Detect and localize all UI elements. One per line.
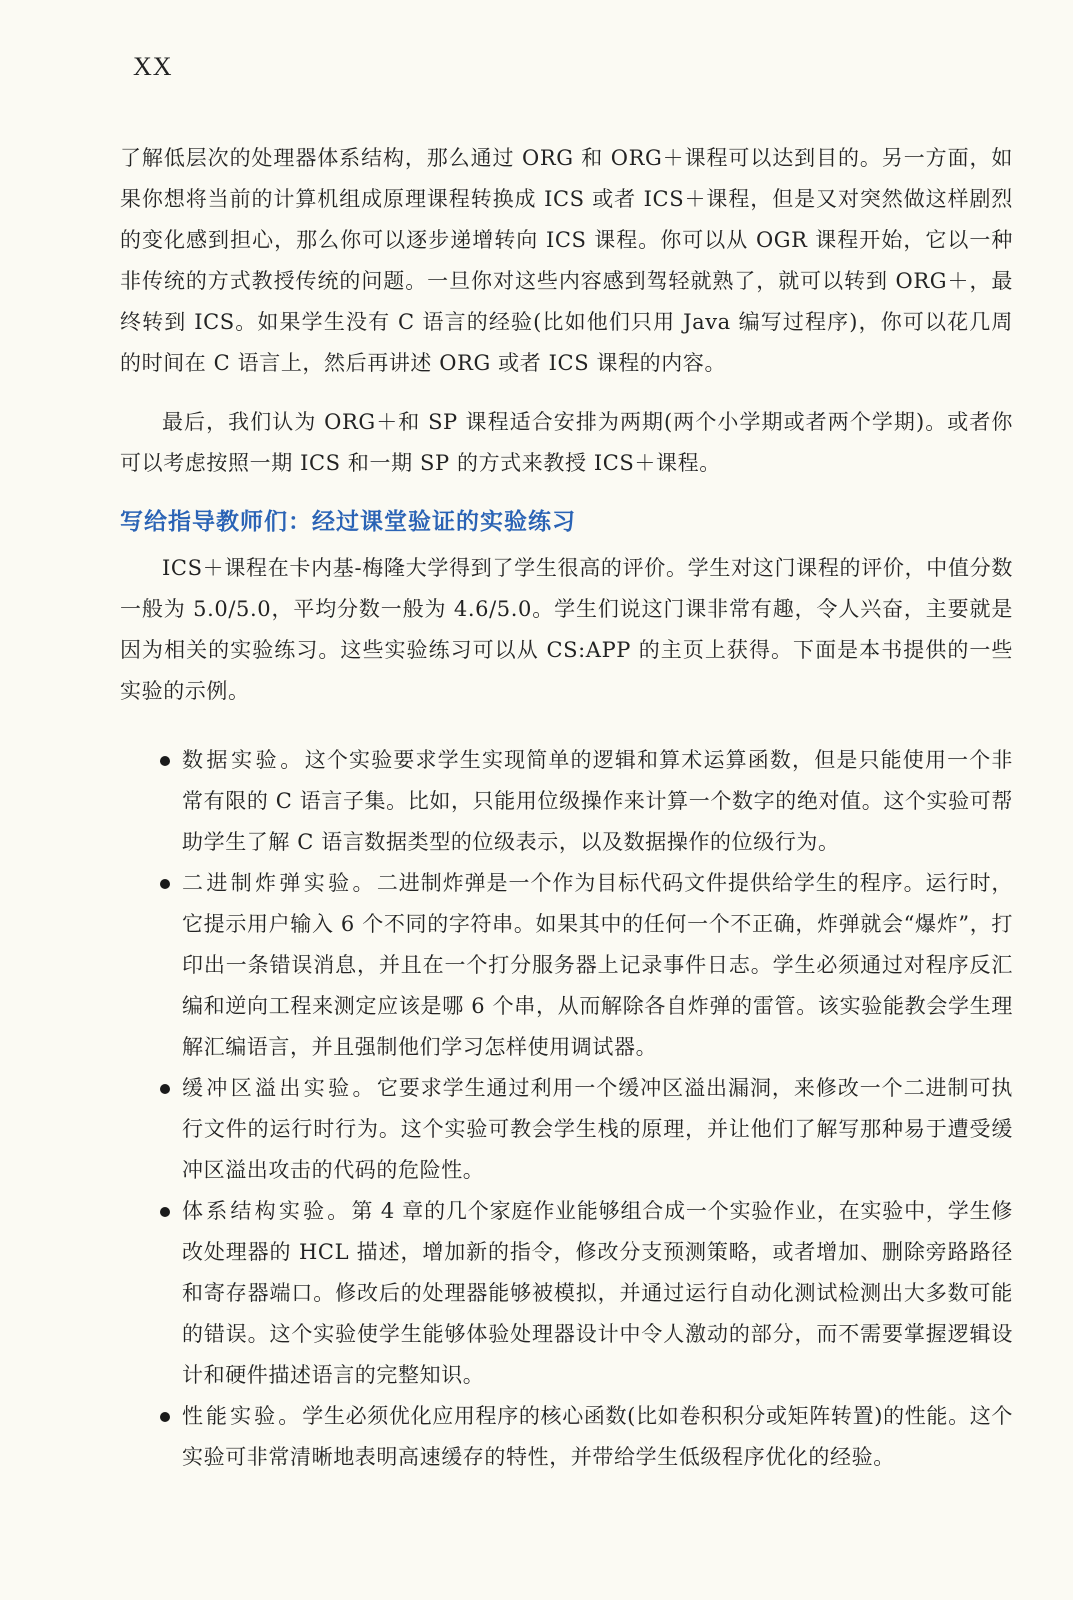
- lab-description: 第 4 章的几个家庭作业能够组合成一个实验作业，在实验中，学生修改处理器的 HCL 描述，增加新的指令，修改分支预测策略，或者增加、删除旁路路径和寄存器端口。修改后的处理器能够被模拟，并通过运行自动化测试检测出大多数可能的错误。这个实验使学生能够体验处理器设计中令人激动的部分，而不需要掌握逻辑设计和硬件描述语言的完整知识。: [182, 1199, 1013, 1387]
- lab-description: 这个实验要求学生实现简单的逻辑和算术运算函数，但是只能使用一个非常有限的 C 语言子集。比如，只能用位级操作来计算一个数字的绝对值。这个实验可帮助学生了解 C 语言数据类型的位级表示，以及数据操作的位级行为。: [182, 748, 1013, 854]
- section-intro: ICS＋课程在卡内基-梅隆大学得到了学生很高的评价。学生对这门课程的评价，中值分数一般为 5.0/5.0，平均分数一般为 4.6/5.0。学生们说这门课非常有趣，令人兴奋，主要就是因为相关的实验练习。这些实验练习可以从 CS:APP 的主页上获得。下面是本书提供的一些实验的示例。: [120, 556, 1013, 703]
- bullet-icon: [160, 756, 170, 766]
- lab-item-architecture: [120, 1191, 1013, 1396]
- lab-name: 二进制炸弹实验。: [182, 871, 377, 895]
- lab-name: 性能实验。: [182, 1404, 303, 1428]
- paragraph-conclusion: 最后，我们认为 ORG＋和 SP 课程适合安排为两期(两个小学期或者两个学期)。或者你可以考虑按照一期 ICS 和一期 SP 的方式来教授 ICS＋课程。: [120, 410, 1013, 475]
- bullet-icon: [160, 1412, 170, 1422]
- lab-description: 它要求学生通过利用一个缓冲区溢出漏洞，来修改一个二进制可执行文件的运行时行为。这个实验可教会学生栈的原理，并让他们了解写那种易于遭受缓冲区溢出攻击的代码的危险性。: [182, 1076, 1014, 1182]
- lab-name: 数据实验。: [182, 748, 305, 772]
- lab-item-buffer: [120, 1068, 1013, 1191]
- lab-item-bomb: [120, 863, 1013, 1068]
- bullet-icon: [160, 1084, 170, 1094]
- lab-item-data: [120, 740, 1013, 863]
- paragraph-continued: 了解低层次的处理器体系结构，那么通过 ORG 和 ORG＋课程可以达到目的。另一方面，如果你想将当前的计算机组成原理课程转换成 ICS 或者 ICS＋课程，但是又对突然做这样剧烈的变化感到担心，那么你可以逐步递增转向 ICS 课程。你可以从 OGR 课程开始，它以一种非传统的方式教授传统的问题。一旦你对这些内容感到驾轻就熟了，就可以转到 ORG＋，最终转到 ICS。如果学生没有 C 语言的经验(比如他们只用 Java 编写过程序)，你可以花几周的时间在 C 语言上，然后再讲述 ORG 或者 ICS 课程的内容。: [120, 146, 1013, 375]
- lab-item-performance: [120, 1396, 1013, 1478]
- section-heading: 写给指导教师们：经过课堂验证的实验练习: [120, 509, 576, 535]
- lab-name: 体系结构实验。: [182, 1199, 352, 1223]
- lab-description: 二进制炸弹是一个作为目标代码文件提供给学生的程序。运行时，它提示用户输入 6 个不同的字符串。如果其中的任何一个不正确，炸弹就会“爆炸”，打印出一条错误消息，并且在一个打分服务器上记录事件日志。学生必须通过对程序反汇编和逆向工程来测定应该是哪 6 个串，从而解除各自炸弹的雷管。该实验能教会学生理解汇编语言，并且强制他们学习怎样使用调试器。: [182, 871, 1014, 1059]
- lab-description: 学生必须优化应用程序的核心函数(比如卷积积分或矩阵转置)的性能。这个实验可非常清晰地表明高速缓存的特性，并带给学生低级程序优化的经验。: [182, 1404, 1013, 1469]
- page-number: XX: [133, 52, 173, 81]
- bullet-icon: [160, 1207, 170, 1217]
- lab-list: [120, 740, 1013, 1478]
- page-body: [120, 138, 1013, 1478]
- bullet-icon: [160, 879, 170, 889]
- lab-name: 缓冲区溢出实验。: [182, 1076, 377, 1100]
